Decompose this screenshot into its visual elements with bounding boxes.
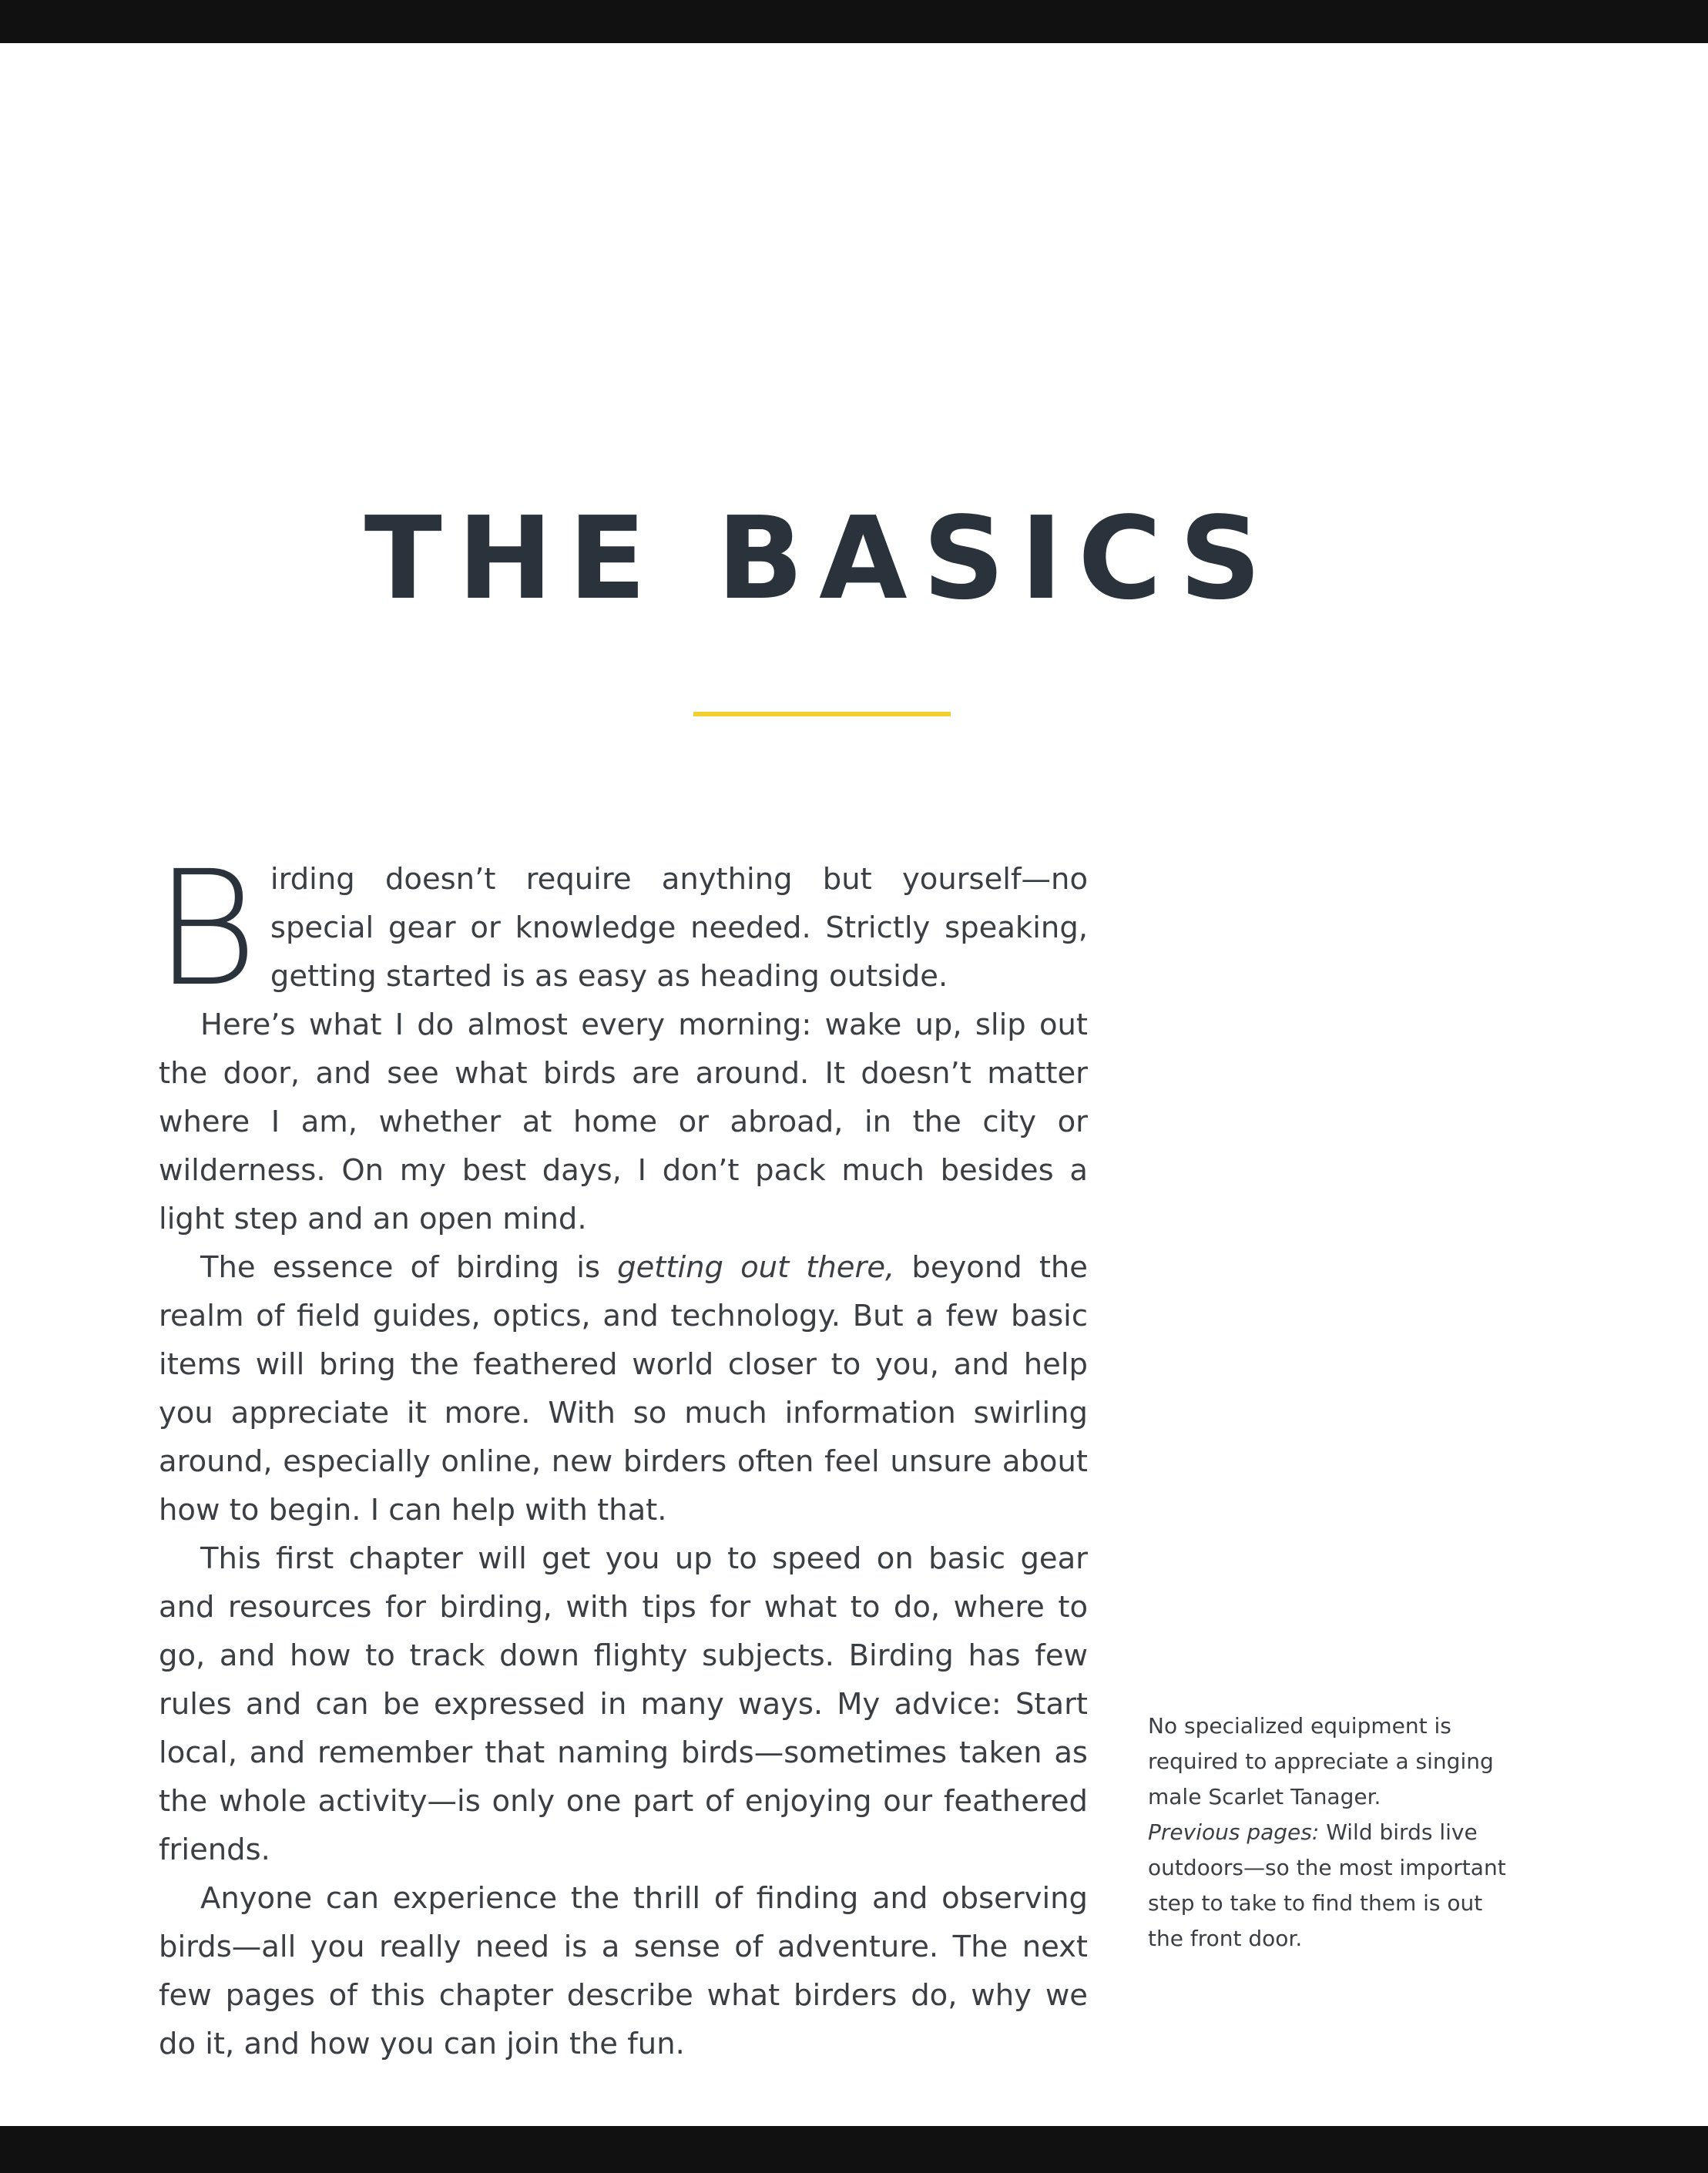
caption-main: No specialized equipment is required to appreciate a singing male Scarlet Tanager. [1148, 1713, 1494, 1809]
title-accent-rule [693, 712, 951, 716]
paragraph-3-emphasis: getting out there, [617, 1250, 895, 1285]
scan-edge-bottom [0, 2126, 1708, 2173]
paragraph-3-lead: The essence of birding is [200, 1250, 618, 1285]
paragraph-1 [154, 837, 1088, 1021]
drop-cap: B [154, 837, 258, 1021]
caption-previous-pages-label: Previous pages: [1148, 1819, 1320, 1845]
paragraph-3-tail: beyond the realm of field guides, optics, and technology. But a few basic items will bring the feathered world closer to you, and help you appreciate it more. With so much information swirling around, especially online, new birders often feel unsure about how to begin. I can help with that. [159, 1250, 1088, 1527]
paragraph-4: This first chapter will get you up to speed on basic gear and resources for birding, with tips for what to do, where to go, and how to track down flighty subjects. Birding has few rules and can be expressed in many ways. My advice: Start local, and remember that naming birds—sometimes taken as the whole activity—is only one part of enjoying our feathered friends. [159, 1541, 1088, 1867]
paragraph-5: Anyone can experience the thrill of finding and observing birds—all you really need is a sense of adventure. The next few pages of this chapter describe what birders do, why we do it, and how you can join the fun. [159, 1881, 1088, 2061]
scan-edge-top [0, 0, 1708, 43]
caption-text [1148, 1709, 1518, 1957]
photo-caption [1148, 1709, 1518, 1957]
body-text [154, 837, 1088, 2068]
paragraph-2: Here’s what I do almost every morning: wake up, slip out the door, and see what birds are around. It doesn’t matter where I am, whether at home or abroad, in the city or wilderness. On my best days, I don’t pack much besides a light step and an open mind. [159, 1008, 1088, 1236]
chapter-title: THE BASICS [364, 492, 1277, 625]
paragraph-1-text: irding doesn’t require anything but yourself—no special gear or knowledge needed. Strictly speaking, getting started is as easy as heading outside. [270, 862, 1088, 994]
caption-previous-pages-text: Wild birds live outdoors—so the most important step to take to find them is out the front door. [1148, 1819, 1506, 1951]
paragraph-3 [159, 1243, 1088, 1534]
